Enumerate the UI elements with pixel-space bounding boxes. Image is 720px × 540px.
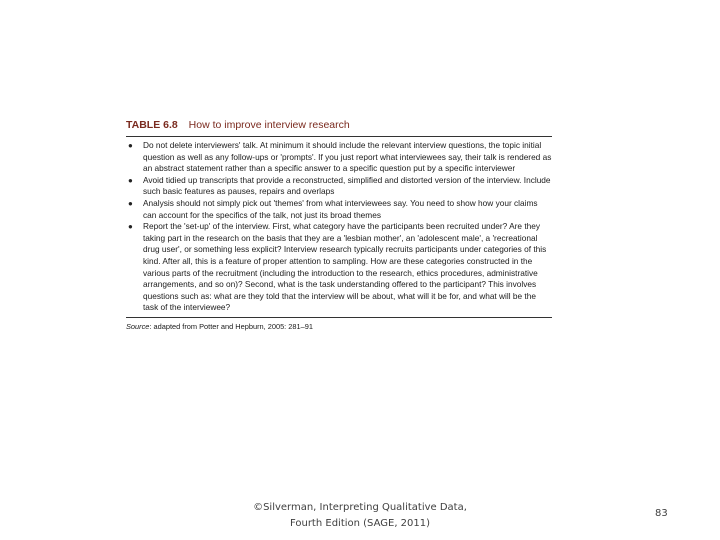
list-item-text: Do not delete interviewers' talk. At minimum it should include the relevant interview questions, the topic initial question as well as any follow-ups or 'prompts'. If you just report what interviewees say, their talk is rendered as an abstract statement rather than a specific answer to a specific question put by a specific interviewer bbox=[143, 140, 552, 174]
page-number: 83 bbox=[655, 508, 668, 519]
table-number: TABLE 6.8 bbox=[126, 119, 178, 131]
list-item-text: Avoid tidied up transcripts that provide a reconstructed, simplified and distorted version of the interview. Include such basic features as pauses, repairs and overlaps bbox=[143, 174, 551, 197]
bullet-icon: ● bbox=[128, 141, 133, 150]
recommendation-list bbox=[126, 140, 552, 314]
bullet-icon: ● bbox=[128, 175, 133, 185]
list-item bbox=[126, 198, 552, 221]
bullet-icon: ● bbox=[128, 198, 133, 208]
footer-citation bbox=[240, 500, 480, 532]
bullet-icon: ● bbox=[128, 222, 133, 232]
table-top-rule bbox=[126, 136, 552, 137]
table-block bbox=[126, 117, 552, 332]
source-label: Source bbox=[126, 321, 150, 331]
citation-line-1: ©Silverman, Interpreting Qualitative Data, bbox=[253, 502, 467, 513]
list-item bbox=[126, 175, 552, 198]
table-heading: How to improve interview research bbox=[188, 119, 350, 131]
table-bottom-rule bbox=[126, 317, 552, 318]
table-source bbox=[126, 321, 552, 332]
source-text: : adapted from Potter and Hepburn, 2005: 281–91 bbox=[149, 321, 313, 331]
list-item bbox=[126, 221, 552, 314]
list-item-text: Analysis should not simply pick out 'themes' from what interviewees say. You need to show how your claims can account for the specifics of the talk, not just its broad themes bbox=[143, 197, 538, 220]
list-item-text: Report the 'set-up' of the interview. First, what category have the participants been recruited under? Are they taking part in the research on the basis that they are a 'lesbian mother', an 'adolescent male', a 'recreational drug user', or something less explicit? Interview research typically recruits participants under categories of this kind. After all, this is a feature of proper attention to sampling. How are these categories constructed in the various parts of the recruitment (including the introduction to the research, ethics procedures, administrative arrangements, and so on)? Second, what is the task understanding offered to the participant? This involves questions such as: what are they told that the interview will be about, what will it be for, and what will be the task of the interviewee? bbox=[143, 221, 547, 313]
citation-line-2: Fourth Edition (SAGE, 2011) bbox=[289, 518, 431, 529]
list-item bbox=[126, 140, 552, 175]
table-title bbox=[126, 117, 552, 133]
